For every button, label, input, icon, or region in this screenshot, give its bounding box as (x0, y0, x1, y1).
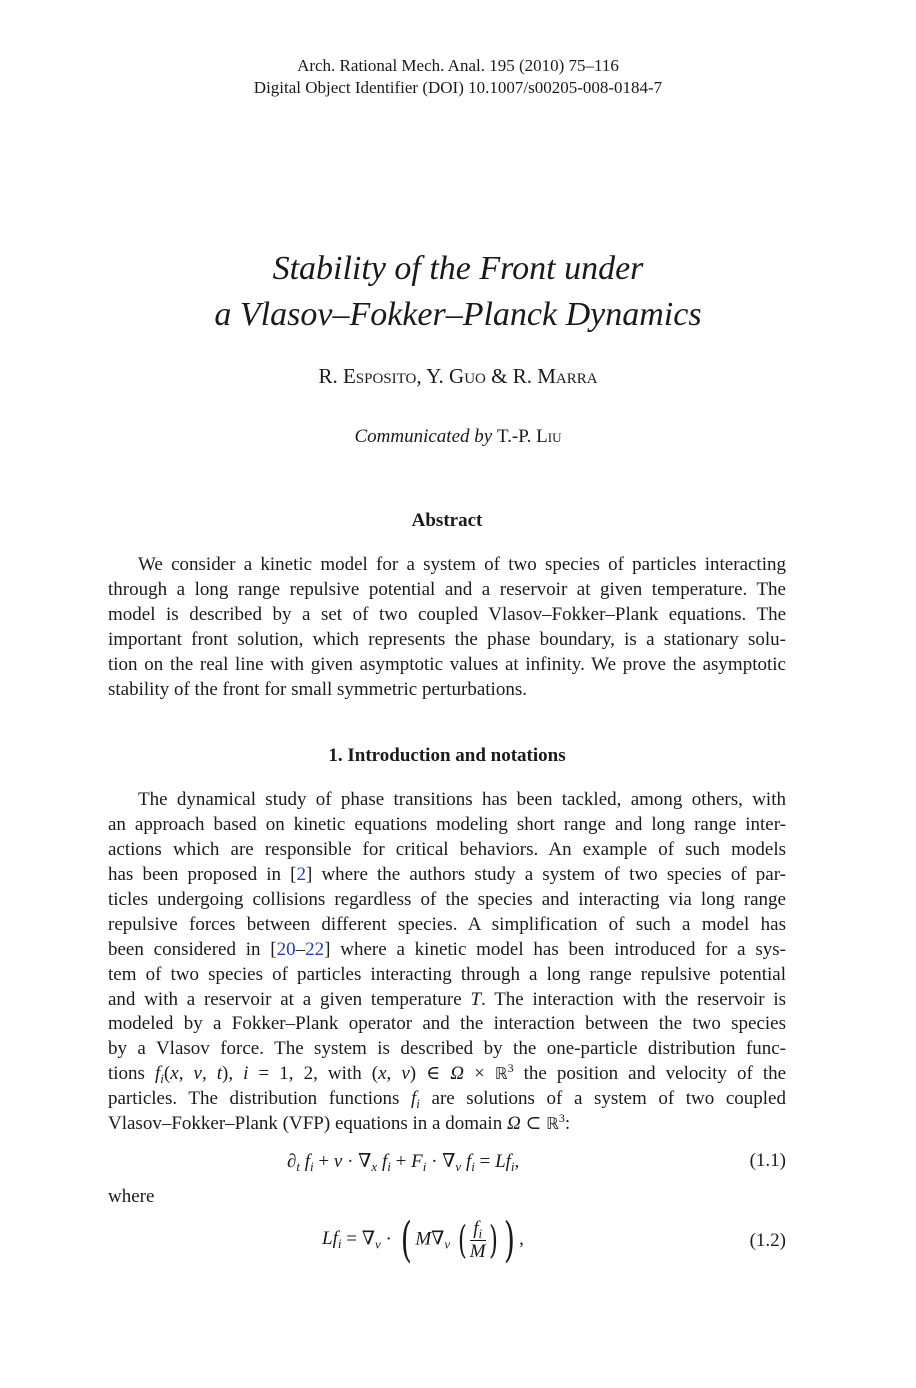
body-line: and with a reservoir at a given temperature T. The interaction with the reservoir is (108, 988, 787, 1010)
abstract-heading: Abstract (411, 510, 483, 531)
communicated-prefix: Communicated by (354, 426, 493, 447)
journal-header (0, 55, 916, 99)
equation-1-1: $\partial_t$ $f_i + v \cdot \nabla_x$ $f_i + F_i \cdot \nabla_v$ $f_i = Lf_i$, (287, 1151, 520, 1174)
citation-link-2[interactable]: 2 (296, 863, 306, 885)
body-line: The dynamical study of phase transitions has been tackled, among others, with (138, 789, 786, 810)
authors: R. Esposito, Y. Guo & R. Marra (318, 364, 598, 388)
journal-citation: Arch. Rational Mech. Anal. 195 (2010) 75–116 (297, 56, 619, 75)
section-body (108, 788, 786, 1137)
equation-number-1-1: (1.1) (749, 1150, 786, 1171)
body-line: tions $f_i(x$, v, t), i = 1, 2, with (x, v) ∈ Ω × ℝ$^3$ the position and velocity of the (108, 1061, 787, 1087)
title-line-2: a Vlasov–Fokker–Planck Dynamics (214, 296, 702, 333)
body-line: been considered in [20–22] where a kinetic model has been introduced for a sys- (108, 938, 787, 960)
citation-link-22[interactable]: 22 (305, 938, 325, 960)
citation-link-20[interactable]: 20 (276, 938, 296, 960)
abstract-line: We consider a kinetic model for a system of two species of particles interacting (138, 554, 786, 575)
abstract-body (108, 553, 786, 703)
abstract-line: through a long range repulsive potential and a reservoir at given temperature. The (108, 578, 786, 600)
abstract-line: model is described by a set of two coupled Vlasov–Fokker–Plank equations. The (108, 603, 786, 625)
section-heading: 1. Introduction and notations (328, 745, 566, 766)
communicator-name: T.-P. Liu (496, 426, 562, 447)
paper-title (0, 246, 916, 338)
body-line: an approach based on kinetic equations modeling short range and long range inter- (108, 813, 786, 835)
body-line: tem of two species of particles interacting through a long range repulsive potential (108, 963, 786, 985)
body-line: modeled by a Fokker–Plank operator and the interaction between the two species (108, 1013, 786, 1035)
body-line: by a Vlasov force. The system is described by the one-particle distribution func- (108, 1038, 786, 1060)
communicated-by (0, 426, 916, 448)
abstract-line: tion on the real line with given asymptotic values at infinity. We prove the asymptotic (108, 653, 786, 675)
doi-line: Digital Object Identifier (DOI) 10.1007/s00205-008-0184-7 (253, 78, 663, 97)
equation-number-1-2: (1.2) (749, 1230, 786, 1251)
abstract-line: stability of the front for small symmetric perturbations. (108, 678, 527, 700)
body-line: actions which are responsible for critical behaviors. An example of such models (108, 838, 786, 860)
equation-1-2: $Lf_i = \nabla_v$ · ( $M\nabla_v$ ( $\frac{f_i}{M}$ ) ) , (322, 1212, 524, 1268)
abstract-line: important front solution, which represents the phase boundary, is a stationary solu- (108, 628, 786, 650)
title-line-1: Stability of the Front under (272, 250, 644, 287)
body-line: repulsive forces between different species. A simplification of such a model has (108, 913, 786, 935)
where-text: where (108, 1186, 155, 1207)
body-line: Vlasov–Fokker–Plank (VFP) equations in a domain Ω ⊂ ℝ$^3$: (108, 1111, 571, 1135)
body-line: particles. The distribution functions $f_i$ are solutions of a system of two coupled (108, 1088, 786, 1112)
body-line: ticles undergoing collisions regardless of the species and interacting via long range (108, 888, 786, 910)
body-line: has been proposed in [2] where the authors study a system of two species of par- (108, 863, 786, 885)
